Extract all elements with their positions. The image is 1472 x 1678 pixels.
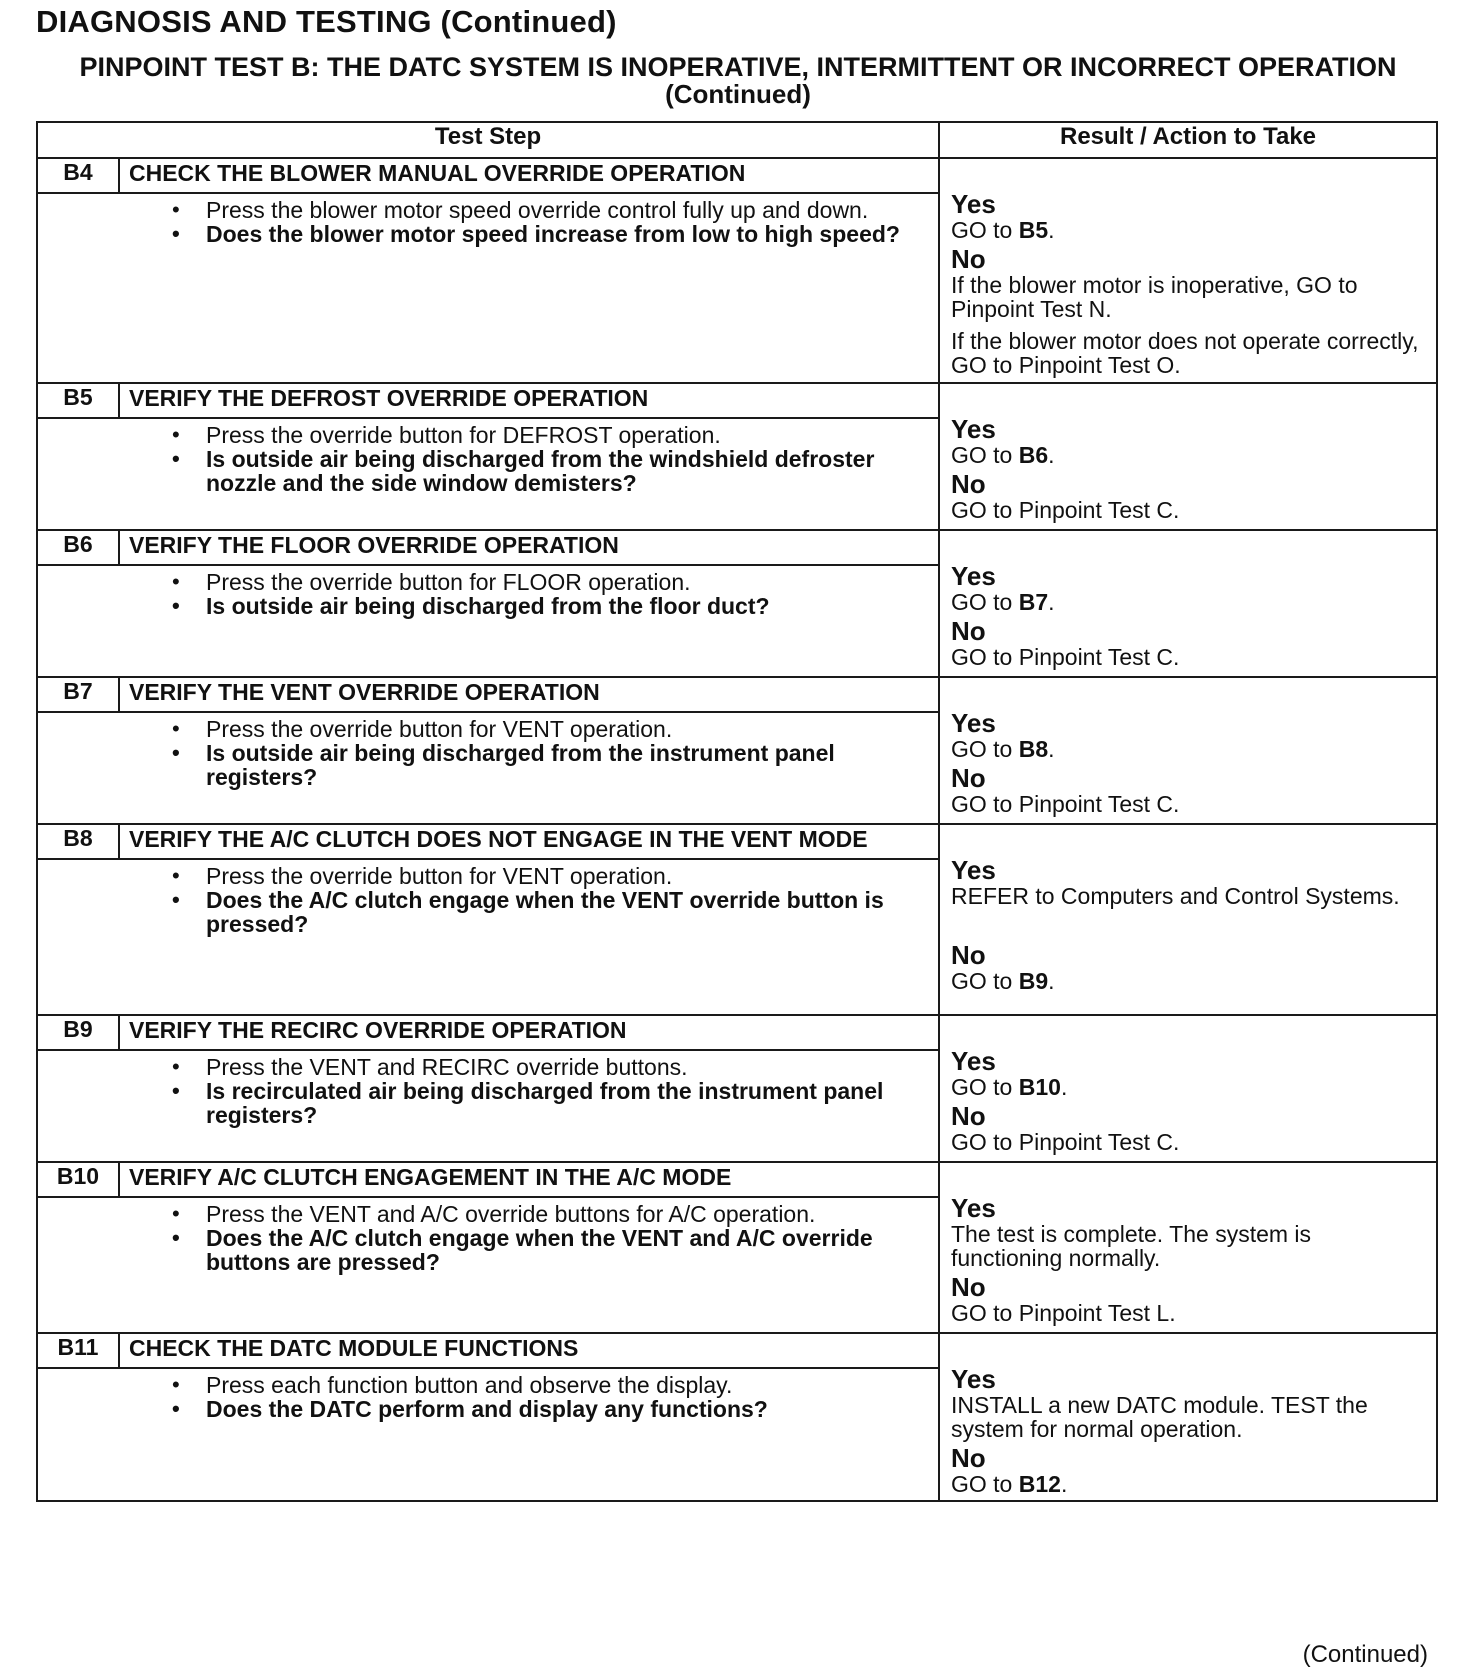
bullet-icon: • <box>172 1054 180 1079</box>
no-action-end: . <box>1060 1471 1068 1497</box>
no-action-text: GO to Pinpoint Test C. <box>951 1129 1180 1155</box>
yes-label: Yes <box>951 1364 996 1394</box>
no-label: No <box>951 1272 986 1302</box>
yes-label: Yes <box>951 708 996 738</box>
yes-label: Yes <box>951 1193 996 1223</box>
step-id-spacer <box>37 712 119 824</box>
no-action <box>951 498 1426 522</box>
result-cell <box>939 530 1437 677</box>
step-id: B4 <box>37 158 119 193</box>
yes-action-text: GO to <box>951 442 1019 468</box>
yes-action-text: REFER to Computers and Control Systems. <box>951 883 1400 909</box>
yes-label: Yes <box>951 1046 996 1076</box>
bullet-icon: • <box>172 863 180 888</box>
no-action-text: GO to Pinpoint Test L. <box>951 1300 1176 1326</box>
step-title: VERIFY A/C CLUTCH ENGAGEMENT IN THE A/C MODE <box>119 1162 939 1197</box>
step-row-header <box>37 158 1437 193</box>
no-action <box>951 969 1426 993</box>
no-action <box>951 1301 1426 1325</box>
bullet-text: Press the VENT and RECIRC override buttons. <box>206 1054 688 1080</box>
yes-action-text: GO to <box>951 736 1019 762</box>
continued-footer: (Continued) <box>1302 1641 1428 1668</box>
step-row-header <box>37 1162 1437 1197</box>
bullet-icon: • <box>172 1201 180 1226</box>
step-body <box>119 712 939 824</box>
step-id: B9 <box>37 1015 119 1050</box>
pinpoint-test-title-main: PINPOINT TEST B: THE DATC SYSTEM IS INOPERATIVE, INTERMITTENT OR INCORRECT OPERATION <box>79 52 1397 82</box>
yes-action <box>951 1075 1426 1099</box>
step-instruction <box>172 1201 920 1227</box>
no-step-ref: B12 <box>1018 1471 1061 1497</box>
bullet-text: Is outside air being discharged from the windshield defroster nozzle and the side window demisters? <box>206 446 875 496</box>
yes-action-text: GO to <box>951 589 1019 615</box>
step-instruction <box>172 716 920 742</box>
step-id: B6 <box>37 530 119 565</box>
step-body <box>119 193 939 383</box>
bullet-icon: • <box>172 716 180 741</box>
step-question <box>172 740 920 790</box>
no-action <box>951 645 1426 669</box>
no-action-text: GO to <box>951 1471 1019 1497</box>
bullet-icon: • <box>172 1078 180 1103</box>
yes-action-end: . <box>1048 589 1055 615</box>
no-action-text: GO to <box>951 968 1019 994</box>
bullet-text: Is outside air being discharged from the instrument panel registers? <box>206 740 835 790</box>
no-action <box>951 792 1426 816</box>
step-id-spacer <box>37 1197 119 1333</box>
bullet-icon: • <box>172 1396 180 1422</box>
no-action <box>951 329 1426 377</box>
step-row-header <box>37 677 1437 712</box>
yes-step-ref: B10 <box>1018 1074 1061 1100</box>
bullet-text: Press the override button for DEFROST operation. <box>206 422 721 448</box>
step-title: VERIFY THE RECIRC OVERRIDE OPERATION <box>119 1015 939 1050</box>
result-action-header: Result / Action to Take <box>939 122 1437 158</box>
bullet-text: Does the A/C clutch engage when the VENT override button is pressed? <box>206 887 884 937</box>
step-id-spacer <box>37 1368 119 1501</box>
yes-action-text: INSTALL a new DATC module. TEST the system for normal operation. <box>951 1392 1368 1442</box>
step-body <box>119 1050 939 1162</box>
test-step-header: Test Step <box>37 122 939 158</box>
step-instruction <box>172 863 920 889</box>
step-id-spacer <box>37 193 119 383</box>
bullet-icon: • <box>172 446 180 471</box>
step-bullets <box>172 1372 920 1423</box>
step-bullets <box>172 716 920 790</box>
step-question <box>172 446 920 496</box>
step-instruction <box>172 422 920 448</box>
step-body <box>119 565 939 677</box>
step-id-spacer <box>37 859 119 1015</box>
yes-action-end: . <box>1048 736 1055 762</box>
yes-label: Yes <box>951 855 996 885</box>
no-label: No <box>951 1443 986 1473</box>
yes-action-end: . <box>1060 1074 1068 1100</box>
result-cell <box>939 1015 1437 1162</box>
bullet-icon: • <box>172 887 180 912</box>
step-instruction <box>172 1054 920 1080</box>
no-action-text: If the blower motor is inoperative, GO to Pinpoint Test N. <box>951 272 1358 322</box>
yes-action-text: GO to <box>951 217 1019 243</box>
no-action <box>951 1472 1426 1496</box>
yes-action <box>951 218 1426 242</box>
result-cell <box>939 824 1437 1015</box>
step-body <box>119 1368 939 1501</box>
no-label: No <box>951 763 986 793</box>
test-step-table <box>36 121 1438 1502</box>
yes-action-text: The test is complete. The system is functioning normally. <box>951 1221 1312 1271</box>
step-row-header <box>37 824 1437 859</box>
no-label: No <box>951 244 986 274</box>
pinpoint-test-title-continued: (Continued) <box>665 79 811 109</box>
document-title: DIAGNOSIS AND TESTING (Continued) <box>36 4 617 39</box>
bullet-icon: • <box>172 569 180 594</box>
bullet-text: Press each function button and observe the display. <box>206 1372 733 1399</box>
bullet-icon: • <box>172 740 180 765</box>
step-title: VERIFY THE FLOOR OVERRIDE OPERATION <box>119 530 939 565</box>
yes-step-ref: B7 <box>1018 589 1049 615</box>
bullet-icon: • <box>172 197 180 222</box>
step-title: VERIFY THE A/C CLUTCH DOES NOT ENGAGE IN THE VENT MODE <box>119 824 939 859</box>
step-body <box>119 418 939 530</box>
step-body <box>119 1197 939 1333</box>
bullet-text: Is outside air being discharged from the floor duct? <box>206 593 770 619</box>
yes-step-ref: B8 <box>1018 736 1049 762</box>
no-action-text: GO to Pinpoint Test C. <box>951 497 1180 523</box>
step-bullets <box>172 1201 920 1275</box>
step-id: B5 <box>37 383 119 418</box>
yes-action <box>951 590 1426 614</box>
yes-action-text: GO to <box>951 1074 1019 1100</box>
result-cell <box>939 1162 1437 1333</box>
bullet-text: Does the DATC perform and display any functions? <box>206 1396 768 1423</box>
no-step-ref: B9 <box>1018 968 1049 994</box>
yes-action <box>951 1222 1426 1270</box>
yes-step-ref: B6 <box>1018 442 1049 468</box>
yes-label: Yes <box>951 561 996 591</box>
no-label: No <box>951 940 986 970</box>
step-title: VERIFY THE DEFROST OVERRIDE OPERATION <box>119 383 939 418</box>
step-instruction <box>172 197 920 223</box>
step-question <box>172 887 920 937</box>
step-id-spacer <box>37 1050 119 1162</box>
step-bullets <box>172 569 920 619</box>
bullet-icon: • <box>172 593 180 618</box>
step-row-header <box>37 383 1437 418</box>
yes-action-end: . <box>1048 442 1055 468</box>
bullet-icon: • <box>172 1225 180 1250</box>
no-action-end: . <box>1048 968 1055 994</box>
yes-label: Yes <box>951 414 996 444</box>
yes-action <box>951 737 1426 761</box>
step-title: VERIFY THE VENT OVERRIDE OPERATION <box>119 677 939 712</box>
step-instruction <box>172 1372 920 1399</box>
step-row-header <box>37 1333 1437 1368</box>
yes-label: Yes <box>951 189 996 219</box>
yes-step-ref: B5 <box>1018 217 1049 243</box>
no-action-text: GO to Pinpoint Test C. <box>951 644 1180 670</box>
no-action-text: If the blower motor does not operate correctly, GO to Pinpoint Test O. <box>951 328 1419 378</box>
bullet-icon: • <box>172 422 180 447</box>
step-row-header <box>37 1015 1437 1050</box>
bullet-text: Press the override button for VENT operation. <box>206 863 673 889</box>
step-id-spacer <box>37 565 119 677</box>
bullet-text: Press the blower motor speed override control fully up and down. <box>206 197 869 223</box>
step-bullets <box>172 197 920 247</box>
pinpoint-test-title <box>38 54 1438 108</box>
step-title: CHECK THE DATC MODULE FUNCTIONS <box>119 1333 939 1368</box>
no-action <box>951 1130 1426 1154</box>
result-cell <box>939 383 1437 530</box>
yes-action <box>951 443 1426 467</box>
step-question <box>172 1225 920 1275</box>
bullet-text: Press the override button for FLOOR operation. <box>206 569 691 595</box>
step-question <box>172 1396 920 1423</box>
step-id: B11 <box>37 1333 119 1368</box>
step-bullets <box>172 422 920 496</box>
yes-action-end: . <box>1048 217 1055 243</box>
yes-action <box>951 1393 1426 1441</box>
no-label: No <box>951 1101 986 1131</box>
bullet-icon: • <box>172 1372 180 1398</box>
bullet-text: Press the override button for VENT operation. <box>206 716 673 742</box>
bullet-text: Does the A/C clutch engage when the VENT and A/C override buttons are pressed? <box>206 1225 873 1275</box>
result-cell <box>939 1333 1437 1501</box>
step-question <box>172 1078 920 1128</box>
bullet-icon: • <box>172 221 180 246</box>
step-id-spacer <box>37 418 119 530</box>
result-cell <box>939 158 1437 383</box>
bullet-text: Is recirculated air being discharged from the instrument panel registers? <box>206 1078 884 1128</box>
step-id: B7 <box>37 677 119 712</box>
no-label: No <box>951 616 986 646</box>
step-title: CHECK THE BLOWER MANUAL OVERRIDE OPERATION <box>119 158 939 193</box>
step-question <box>172 221 920 247</box>
step-bullets <box>172 863 920 937</box>
step-row-header <box>37 530 1437 565</box>
yes-action <box>951 884 1426 908</box>
step-instruction <box>172 569 920 595</box>
step-question <box>172 593 920 619</box>
step-id: B10 <box>37 1162 119 1197</box>
bullet-text: Press the VENT and A/C override buttons for A/C operation. <box>206 1201 816 1227</box>
no-action <box>951 273 1426 321</box>
no-action-text: GO to Pinpoint Test C. <box>951 791 1180 817</box>
no-label: No <box>951 469 986 499</box>
result-cell <box>939 677 1437 824</box>
step-id: B8 <box>37 824 119 859</box>
bullet-text: Does the blower motor speed increase from low to high speed? <box>206 221 900 247</box>
step-body <box>119 859 939 1015</box>
step-bullets <box>172 1054 920 1128</box>
